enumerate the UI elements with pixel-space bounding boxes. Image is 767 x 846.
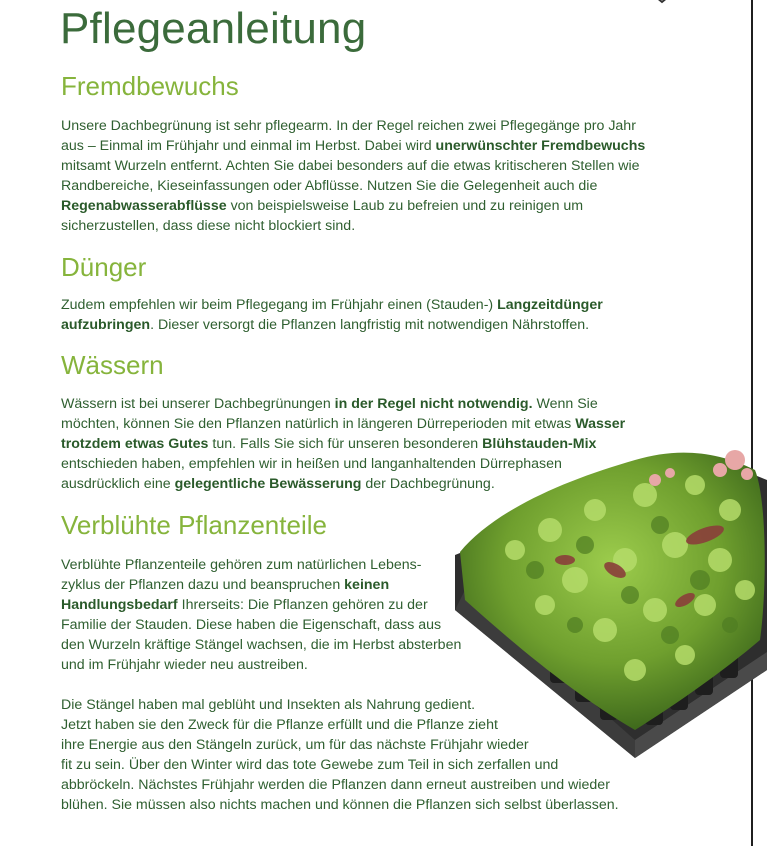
corner-mark-icon <box>655 0 669 4</box>
paragraph-fremdbewuchs: Unsere Dachbegrünung ist sehr pflegearm. In der Regel reichen zwei Pflegegänge pro Jahr aus – Einmal im Frühjahr und einmal im Herbst. Dabei wird unerwünschter Fremdbewuchs mitsamt Wurzeln entfernt. Achten Sie dabei besonders auf die etwas kritischeren Stellen wie Randbereiche, Kieseinfassungen oder Abflüsse. Nutzen Sie die Gelegenheit auch die Regenabwasserabflüsse von beispielsweise Laub zu befreien und zu reinigen um sicherzustellen, dass diese nicht blockiert sind. <box>61 118 646 234</box>
heading-duenger: Dünger <box>61 252 147 282</box>
paragraph-waessern: Wässern ist bei unserer Dachbegrünungen in der Regel nicht notwendig. Wenn Sie möchten, können Sie den Pflanzen natürlich in längeren Dürreperioden mit etwas Wasser trotzdem etwas Gutes tun. Falls Sie sich für unseren besonderen Blühstauden-Mix entschieden haben, empfehlen wir in heißen und langanhaltenden Dürrephasen ausdrücklich eine gelegentliche Bewässerung der Dachbegrünung. <box>61 396 626 492</box>
heading-waessern: Wässern <box>61 350 164 380</box>
heading-verbluehte-pflanzenteile: Verblühte Pflanzenteile <box>61 510 327 540</box>
paragraph-verbluehte-2: Die Stängel haben mal geblüht und Insekten als Nahrung gedient. Jetzt haben sie den Zweck für die Pflanze erfüllt und die Pflanze zieht ihre Energie aus den Stängeln zurück, um für das nächste Frühjahr wieder fit zu sein. Über den Winter wird das tote Gewebe zum Teil in sich zerfallen und abbröckeln. Nächstes Frühjahr werden die Pflanzen dann erneut austreiben und wieder blühen. Sie müssen also nichts machen und können die Pflanzen sich selbst überlassen. <box>61 697 619 813</box>
heading-fremdbewuchs: Fremdbewuchs <box>61 71 239 101</box>
paragraph-verbluehte-1: Verblühte Pflanzenteile gehören zum natürlichen Lebens- zyklus der Pflanzen dazu und beanspruchen keinen Handlungsbedarf Ihrerseits: Die Pflanzen gehören zu der Familie der Stauden. Diese haben die Eigenschaft, dass aus den Wurzeln kräftige Stängel wachsen, die im Herbst absterben und im Frühjahr wieder neu austreiben. <box>61 557 462 673</box>
paragraph-duenger: Zudem empfehlen wir beim Pflegegang im Frühjahr einen (Stauden-) Langzeitdünger aufzubringen. Dieser versorgt die Pflanzen langfristig mit notwendigen Nährstoffen. <box>61 297 603 333</box>
page-title: Pflegeanleitung <box>60 4 367 53</box>
green-roof-tray-image <box>455 440 767 770</box>
